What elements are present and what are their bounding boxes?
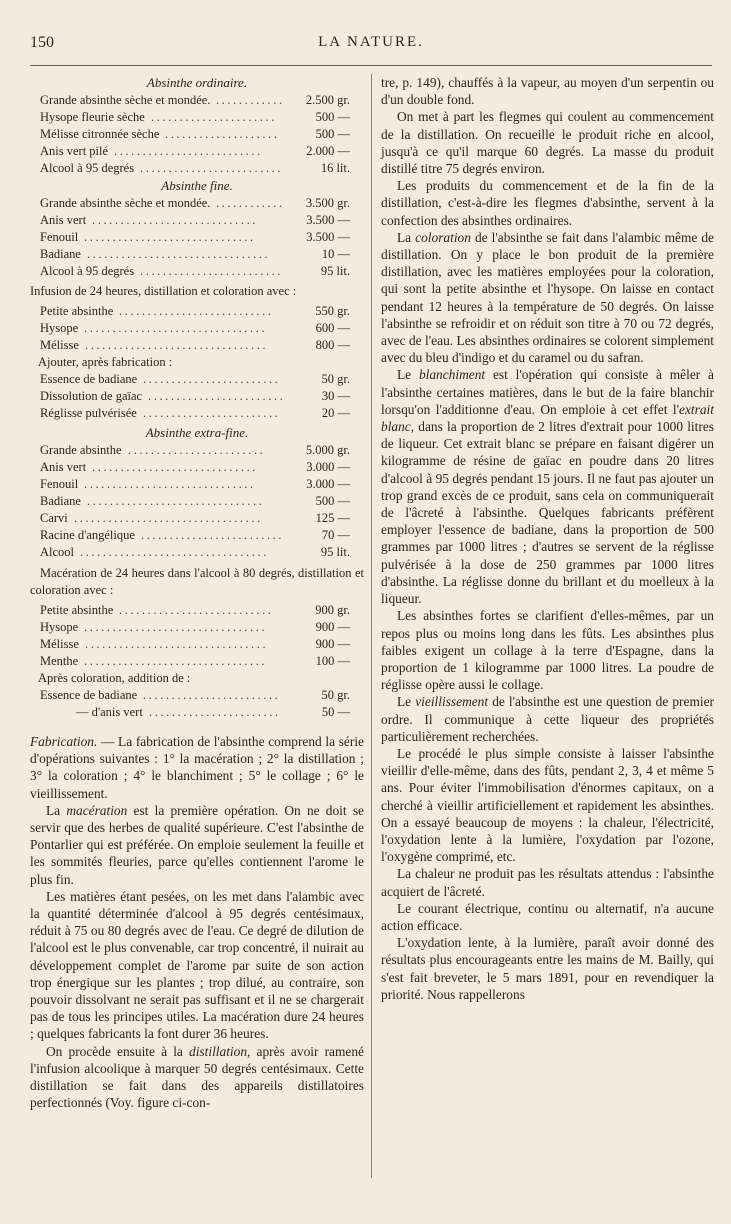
paragraph-text: est la première opération. On ne doit se servir que des herbes de qualité supérieure. C'est l'absinthe de Pontarlier qui est préférée. On emploie seulement la feuille et les sommités fleuries, parce qu'elles contiennent l'arome le plus fin. [30, 802, 364, 887]
dot-leader: .............................. [84, 477, 256, 491]
dot-leader: .................... [165, 127, 280, 141]
ingredient-qty: 95 lit. [320, 545, 350, 559]
ingredient-row [30, 544, 364, 561]
emphasis-term: blanchiment [418, 367, 486, 383]
ingredient-qty: 2.500 gr. [305, 93, 350, 107]
ingredient-qty: 900 gr. [315, 603, 350, 617]
ingredient-row [30, 371, 364, 388]
ingredient-row [30, 653, 364, 670]
dot-leader: ......................... [140, 264, 284, 278]
running-title: LA NATURE. [318, 34, 424, 50]
ingredient-qty: 16 lit. [320, 161, 350, 175]
ingredient-name: Mélisse [40, 637, 79, 651]
ingredient-name: Petite absinthe [40, 304, 114, 318]
ingredient-list [30, 687, 364, 721]
dot-leader: ............................. [92, 213, 259, 227]
emphasis-term: extrait blanc [381, 401, 714, 435]
recipe-title: Absinthe ordinaire. [146, 75, 248, 90]
paragraph-maceration [30, 802, 364, 888]
right-column [381, 74, 714, 1003]
paragraph-procede: Le procédé le plus simple consiste à laisser l'absinthe vieillir d'elle-même, dans des fûts, pendant 2, 3, 4 et même 5 ans. Pour éviter l'immobilisation d'énormes capitaux, on a cherché à vieillir artificiellement et rapidement les absinthes. On a essayé beaucoup de moyens : la chaleur, l'électricité, l'oxydation lente à la lumière, l'oxydation par l'ozone, l'oxygène comprimé, etc. [381, 745, 714, 865]
paragraph-matieres: Les matières étant pesées, on les met dans l'alambic avec la quantité déterminée d'alcool à 95 degrés centésimaux, réduit à 75 ou 80 degrés avec de l'eau. Ce degré de dilution de l'alcool est le plus convenable, car trop concentré, il nuirait au développement complet de l'arome par suite de son action trop énergique sur les plantes ; trop dilué, au contraire, son pouvoir dissolvant ne serait pas suffisant et il ne se chargerait pas de tous les principes utiles. La macération dure 24 heures ; quelques fabricants la font durer 36 heures. [30, 888, 364, 1042]
paragraph-text: — La fabrication de l'absinthe comprend la série d'opérations suivantes : 1° la macération ; 2° la distillation ; 3° la coloration ; 4° le blanchiment ; 5° le collage ; 6° le vieillissement. [30, 734, 364, 801]
recipe-note: Macération de 24 heures dans l'alcool à 80 degrés, distillation et coloration avec : [30, 566, 364, 597]
paragraph-text: La [46, 802, 67, 818]
ingredient-name: Fenouil [40, 230, 79, 244]
ingredient-row [30, 143, 364, 160]
emphasis-term: coloration [415, 229, 471, 245]
paragraph-text: Le [397, 694, 416, 710]
paragraph-blanchiment [381, 366, 714, 607]
ingredient-row [30, 263, 364, 280]
emphasis-term: distillation [189, 1043, 248, 1059]
dot-leader: ......................... [141, 528, 285, 542]
ingredient-qty: 600 — [315, 321, 350, 335]
ingredient-row [30, 493, 364, 510]
ingredient-qty: 50 gr. [321, 372, 350, 386]
dot-leader: ................................ [84, 321, 268, 335]
page-number: 150 [30, 34, 54, 51]
ingredient-qty: 3.000 — [306, 460, 350, 474]
ingredient-name: Anis vert pilé [40, 144, 109, 158]
emphasis-term: macération [66, 802, 128, 818]
paragraph-flegmes: On met à part les flegmes qui coulent au commencement de la distillation. On recueille le produit riche en alcool, jusqu'à ce qu'il marque 60 degrés. La masse du produit distillé titre 75 degrés environ. [381, 109, 714, 177]
ingredient-list [30, 602, 364, 670]
paragraph-text: Le [397, 367, 419, 383]
ingredient-row [30, 405, 364, 422]
paragraph-fabrication [30, 733, 364, 802]
ingredient-name: Dissolution de gaïac [40, 389, 143, 403]
ingredient-name: Grande absinthe sèche et mondée. [40, 93, 211, 107]
dot-leader: ................................. [80, 545, 269, 559]
ingredient-name: Petite absinthe [40, 603, 114, 617]
ingredient-name: Racine d'angélique [40, 528, 135, 542]
ingredient-qty: 125 — [315, 511, 350, 525]
ingredient-name: Badiane [40, 247, 81, 261]
ingredient-row [30, 212, 364, 229]
dot-leader: ............ [216, 93, 285, 107]
ingredient-qty: 3.000 — [306, 477, 350, 491]
ingredient-row [30, 92, 364, 109]
ingredient-qty: 550 gr. [315, 304, 350, 318]
dot-leader: ................................ [84, 620, 268, 634]
ingredient-qty: 2.000 — [306, 144, 350, 158]
ingredient-row [30, 337, 364, 354]
section-lead: Fabrication. [30, 734, 98, 749]
ingredient-name: Alcool [40, 545, 75, 559]
ingredient-row [30, 527, 364, 544]
ingredient-row [30, 388, 364, 405]
ingredient-name: Essence de badiane [40, 372, 138, 386]
ingredient-qty: 900 — [315, 620, 350, 634]
paragraph-courant: Le courant électrique, continu ou alternatif, n'a aucune action efficace. [381, 900, 714, 933]
ingredient-row [30, 320, 364, 337]
dot-leader: ........................... [119, 603, 274, 617]
ingredient-name: Grande absinthe [40, 443, 122, 457]
ingredient-list [30, 195, 364, 280]
dot-leader: ...................... [151, 110, 277, 124]
ingredient-row [30, 442, 364, 459]
left-column [30, 74, 364, 1111]
recipe-note: Infusion de 24 heures, distillation et coloration avec : [30, 284, 297, 298]
ingredient-name: Mélisse [40, 338, 79, 352]
dot-leader: ............................. [92, 460, 259, 474]
ingredient-qty: 800 — [315, 338, 350, 352]
dot-leader: .............................. [84, 230, 256, 244]
paragraph-text: La [397, 229, 416, 245]
dot-leader: ....................... [149, 705, 281, 719]
ingredient-row [30, 246, 364, 263]
ingredient-row [30, 636, 364, 653]
dot-leader: ........................ [143, 688, 281, 702]
ingredient-qty: 70 — [321, 528, 350, 542]
ingredient-name: Anis vert [40, 213, 87, 227]
ingredient-row [30, 195, 364, 212]
ingredient-name: Essence de badiane [40, 688, 138, 702]
ingredient-qty: 30 — [321, 389, 350, 403]
dot-leader: .......................... [114, 144, 263, 158]
recipe-note: Après coloration, addition de : [38, 671, 191, 685]
recipe-note: Ajouter, après fabrication : [38, 355, 173, 369]
paragraph-collage: Les absinthes fortes se clarifient d'elles-mêmes, par un repos plus ou moins long dans les fûts. Les absinthes plus faibles exigent un collage à la terre d'Espagne, dans la proportion de 1 kilogramme par 1000 litres. La poudre de réglisse opère aussi le collage. [381, 608, 714, 693]
ingredient-qty: 20 — [321, 406, 350, 420]
ingredient-row [30, 459, 364, 476]
dot-leader: ........................ [148, 389, 286, 403]
ingredient-row [30, 704, 364, 721]
paragraph-text: On procède ensuite à la [46, 1043, 189, 1059]
ingredient-name: Hysope fleurie sèche [40, 110, 145, 124]
ingredient-qty: 500 — [315, 127, 350, 141]
ingredient-name: Grande absinthe sèche et mondée. [40, 196, 211, 210]
paragraph-distillation [30, 1043, 364, 1112]
ingredient-row [30, 602, 364, 619]
dot-leader: ............ [216, 196, 285, 210]
paragraph-chaleur: La chaleur ne produit pas les résultats attendus : l'absinthe acquiert de l'âcreté. [381, 866, 714, 899]
ingredient-qty: 10 — [321, 247, 350, 261]
dot-leader: ................................ [85, 637, 269, 651]
dot-leader: ......................... [140, 161, 284, 175]
ingredient-name: — d'anis vert [76, 705, 143, 719]
ingredient-qty: 500 — [315, 110, 350, 124]
ingredient-name: Fenouil [40, 477, 79, 491]
paragraph-oxydation: L'oxydation lente, à la lumière, paraît avoir donné des résultats plus encourageants entre les mains de M. Bailly, qui s'est fait breveter, le 5 mars 1891, pour en revendiquer la priorité. Nous rappellerons [381, 935, 714, 1002]
ingredient-row [30, 109, 364, 126]
paragraph-produits: Les produits du commencement et de la fin de la distillation, c'est-à-dire les flegmes d'absinthe, servent à la confection des absinthes ordinaires. [381, 178, 714, 228]
paragraph-text: , dans la proportion de 2 litres d'extrait pour 1000 litres de liqueur. Cet extrait blanc se prépare en faisant digérer un kilogramme de résine de gaïac en poudre dans 20 litres d'alcool à 95 degrés pendant 15 jours. Il ne faut pas ajouter un trop grand excès de ce produit, sans cela on communiquerait de l'âcreté à l'absinthe. Quelques fabricants préfèrent employer l'essence de badiane, dans la proportion de 500 grammes par 1000 litres ; d'autres se servent de la réglisse pulvérisée à la dose de 250 grammes par 1000 litres d'absinthe. La réglisse donne du brillant et du moelleux à la liqueur. [381, 419, 714, 607]
dot-leader: ........................ [143, 406, 281, 420]
ingredient-qty: 5.000 gr. [305, 443, 350, 457]
recipe-title: Absinthe fine. [161, 178, 233, 193]
ingredient-name: Alcool à 95 degrés [40, 161, 135, 175]
dot-leader: ................................ [87, 247, 271, 261]
ingredient-name: Carvi [40, 511, 68, 525]
dot-leader: ............................... [87, 494, 265, 508]
ingredient-qty: 3.500 gr. [305, 196, 350, 210]
ingredient-row [30, 619, 364, 636]
ingredient-name: Hysope [40, 620, 79, 634]
ingredient-name: Mélisse citronnée sèche [40, 127, 160, 141]
dot-leader: ........................ [128, 443, 266, 457]
ingredient-name: Hysope [40, 321, 79, 335]
paragraph-continuation: tre, p. 149), chauffés à la vapeur, au moyen d'un serpentin ou d'un double fond. [381, 75, 714, 108]
paragraph-coloration [381, 229, 714, 367]
header-rule [30, 65, 712, 66]
page-header [30, 34, 712, 56]
ingredient-row [30, 229, 364, 246]
dot-leader: ........................... [119, 304, 274, 318]
ingredient-list [30, 303, 364, 354]
dot-leader: ........................ [143, 372, 281, 386]
ingredient-name: Alcool à 95 degrés [40, 264, 135, 278]
ingredient-qty: 500 — [315, 494, 350, 508]
ingredient-qty: 3.500 — [306, 213, 350, 227]
ingredient-row [30, 510, 364, 527]
ingredient-name: Badiane [40, 494, 81, 508]
dot-leader: ................................. [74, 511, 263, 525]
ingredient-list [30, 442, 364, 561]
ingredient-qty: 50 — [321, 705, 350, 719]
ingredient-list [30, 92, 364, 177]
ingredient-qty: 900 — [315, 637, 350, 651]
ingredient-qty: 3.500 — [306, 230, 350, 244]
paragraph-text: de l'absinthe est une question de premier ordre. Il communique à cette liqueur des propriétés particulièrement recherchées. [381, 694, 714, 744]
ingredient-list [30, 371, 364, 422]
paragraph-text: , après avoir ramené l'infusion alcoolique à marquer 50 degrés centésimaux. Cette distillation se fait dans des appareils distillatoires perfectionnés (Voy. figure ci-con- [30, 1043, 364, 1111]
ingredient-qty: 95 lit. [320, 264, 350, 278]
ingredient-row [30, 687, 364, 704]
column-divider [371, 74, 372, 1178]
ingredient-row [30, 160, 364, 177]
paragraph-text: est l'opération qui consiste à mêler à l'absinthe certaines matières, dans le but de la faire blanchir lorsqu'on l'additionne d'eau. On emploie à cet effet l' [381, 367, 714, 417]
dot-leader: ................................ [85, 338, 269, 352]
paragraph-vieillissement [381, 693, 714, 745]
ingredient-name: Anis vert [40, 460, 87, 474]
paragraph-text: de l'absinthe se fait dans l'alambic même de distillation. On y place le bon produit de la première distillation, avec les matières employées pour la coloration, qui sont la petite absinthe et l'hysope. On laisse en contact pendant 12 heures à la température de 50 degrés. On laisse l'absinthe se refroidir et on réduit son titre à 70 ou 72 degrés, avec de l'eau. Les absinthes ordinaires se colorent simplement avec du bleu d'indigo et du caramel ou du safran. [381, 229, 714, 366]
ingredient-name: Menthe [40, 654, 79, 668]
dot-leader: ................................ [84, 654, 268, 668]
ingredient-row [30, 303, 364, 320]
ingredient-row [30, 476, 364, 493]
ingredient-name: Réglisse pulvérisée [40, 406, 137, 420]
ingredient-qty: 50 gr. [321, 688, 350, 702]
emphasis-term: vieillissement [415, 694, 489, 710]
recipe-title: Absinthe extra-fine. [145, 425, 249, 440]
ingredient-row [30, 126, 364, 143]
ingredient-qty: 100 — [315, 654, 350, 668]
